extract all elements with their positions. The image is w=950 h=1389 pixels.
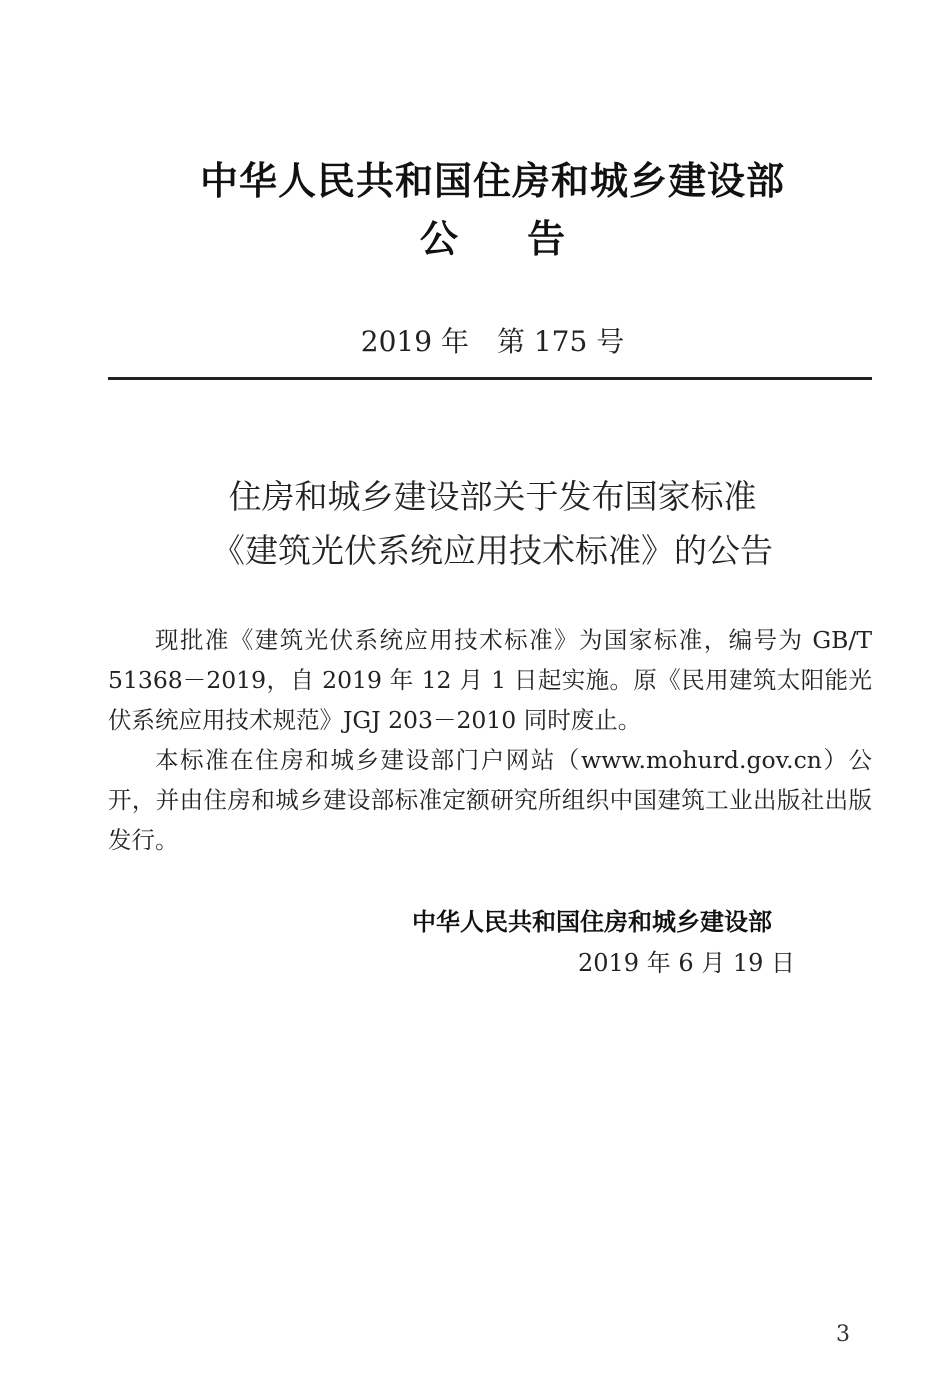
notice-title-line-2: 《建筑光伏系统应用技术标准》的公告 xyxy=(212,531,773,570)
body-paragraph-2: 本标准在住房和城乡建设部门户网站（www.mohurd.gov.cn）公开，并由住房和城乡建设部标准定额研究所组织中国建筑工业出版社出版发行。 xyxy=(108,746,872,854)
signature-date: 2019 年 6 月 19 日 xyxy=(578,949,796,977)
body-paragraph-1: 现批准《建筑光伏系统应用技术标准》为国家标准，编号为 GB/T 51368－2019，自 2019 年 12 月 1 日起实施。原《民用建筑太阳能光伏系统应用技术规范》JGJ 203－2010 同时废止。 xyxy=(108,626,872,734)
header-divider xyxy=(108,377,872,380)
notice-title xyxy=(0,470,950,578)
document-type: 公 告 xyxy=(419,217,566,261)
issue-number: 2019 年 第 175 号 xyxy=(360,325,625,358)
notice-title-line-1: 住房和城乡建设部关于发布国家标准 xyxy=(228,477,757,516)
signature-issuer: 中华人民共和国住房和城乡建设部 xyxy=(412,908,772,936)
issuing-agency: 中华人民共和国住房和城乡建设部 xyxy=(199,159,785,203)
notice-body xyxy=(108,620,872,860)
page-number: 3 xyxy=(836,1322,850,1347)
